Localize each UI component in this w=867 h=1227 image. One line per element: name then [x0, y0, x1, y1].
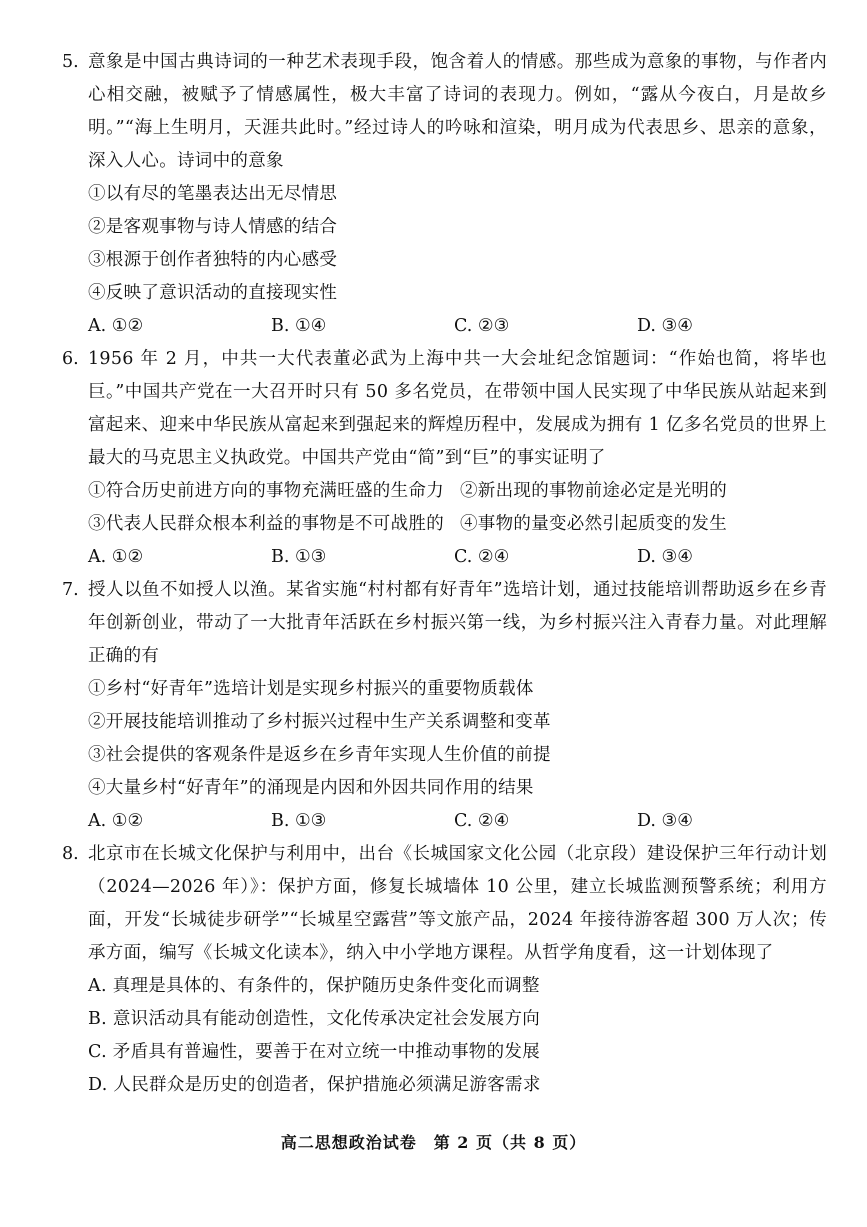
choice-d: D. ③④: [637, 316, 693, 336]
question-number: 7.: [62, 580, 79, 600]
statement: ②是客观事物与诗人情感的结合: [88, 217, 338, 237]
choice-d: D. ③④: [637, 811, 693, 831]
choice-c: C. ②④: [454, 547, 510, 567]
statement: ①符合历史前进方向的事物充满旺盛的生命力: [88, 481, 444, 501]
choice-d: D. ③④: [637, 547, 693, 567]
statement: ①以有尽的笔墨表达出无尽情思: [88, 184, 338, 204]
statement: ④大量乡村“好青年”的涌现是内因和外因共同作用的结果: [88, 778, 534, 798]
option-b: B. 意识活动具有能动创造性，文化传承决定社会发展方向: [88, 1009, 541, 1029]
choice-a: A. ①②: [88, 547, 144, 567]
statement-pair-row: [88, 475, 827, 508]
choice-c: C. ②③: [454, 316, 510, 336]
option-c: C. 矛盾具有普遍性，要善于在对立统一中推动事物的发展: [88, 1042, 540, 1062]
choice-b: B. ①③: [271, 547, 327, 567]
statement: ③根源于创作者独特的内心感受: [88, 250, 338, 270]
question-stem: 北京市在长城文化保护与利用中，出台《长城国家文化公园（北京段）建设保护三年行动计划（2024—2026 年）》：保护方面，修复长城墙体 10 公里，建立长城监测预警系统；利用方面，开发“长城徒步研学”“长城星空露营”等文旅产品，2024 年接待游客超 300 万人次；传承方面，编写《长城文化读本》，纳入中小学地方课程。从哲学角度看，这一计划体现了: [88, 844, 827, 963]
question-stem: 授人以鱼不如授人以渔。某省实施“村村都有好青年”选培计划，通过技能培训帮助返乡在乡青年创新创业，带动了一大批青年活跃在乡村振兴第一线，为乡村振兴注入青春力量。对此理解正确的有: [88, 580, 827, 666]
statement: ④反映了意识活动的直接现实性: [88, 283, 338, 303]
choice-c: C. ②④: [454, 811, 510, 831]
question-6: [62, 343, 827, 574]
statement: ④事物的量变必然引起质变的发生: [460, 514, 727, 534]
choice-b: B. ①④: [271, 316, 327, 336]
question-stem: 意象是中国古典诗词的一种艺术表现手段，饱含着人的情感。那些成为意象的事物，与作者内心相交融，被赋予了情感属性，极大丰富了诗词的表现力。例如，“露从今夜白，月是故乡明。”“海上生明月，天涯共此时。”经过诗人的吟咏和渲染，明月成为代表思乡、思亲的意象，深入人心。诗词中的意象: [88, 52, 827, 171]
question-number: 8.: [62, 844, 79, 864]
choice-a: A. ①②: [88, 316, 144, 336]
choice-row: [88, 805, 827, 838]
question-8: [62, 838, 827, 1102]
statement: ③社会提供的客观条件是返乡在乡青年实现人生价值的前提: [88, 745, 551, 765]
statement: ②开展技能培训推动了乡村振兴过程中生产关系调整和变革: [88, 712, 551, 732]
statement: ①乡村“好青年”选培计划是实现乡村振兴的重要物质载体: [88, 679, 534, 699]
statement: ②新出现的事物前途必定是光明的: [460, 481, 727, 501]
choice-row: [88, 310, 827, 343]
choice-b: B. ①③: [271, 811, 327, 831]
page-footer: 高二思想政治试卷 第 2 页（共 8 页）: [280, 1133, 587, 1152]
question-number: 5.: [62, 52, 79, 72]
question-7: [62, 574, 827, 838]
question-stem: 1956 年 2 月，中共一大代表董必武为上海中共一大会址纪念馆题词：“作始也简，将毕也巨。”中国共产党在一大召开时只有 50 多名党员，在带领中国人民实现了中华民族从站起来到富起来、迎来中华民族从富起来到强起来的辉煌历程中，发展成为拥有 1 亿多名党员的世界上最大的马克思主义执政党。中国共产党由“简”到“巨”的事实证明了: [88, 349, 827, 468]
question-number: 6.: [62, 349, 79, 369]
option-a: A. 真理是具体的、有条件的，保护随历史条件变化而调整: [88, 976, 540, 996]
choice-a: A. ①②: [88, 811, 144, 831]
statement-pair-row: [88, 508, 827, 541]
question-5: [62, 46, 827, 343]
option-d: D. 人民群众是历史的创造者，保护措施必须满足游客需求: [88, 1075, 541, 1095]
statement: ③代表人民群众根本利益的事物是不可战胜的: [88, 514, 444, 534]
choice-row: [88, 541, 827, 574]
